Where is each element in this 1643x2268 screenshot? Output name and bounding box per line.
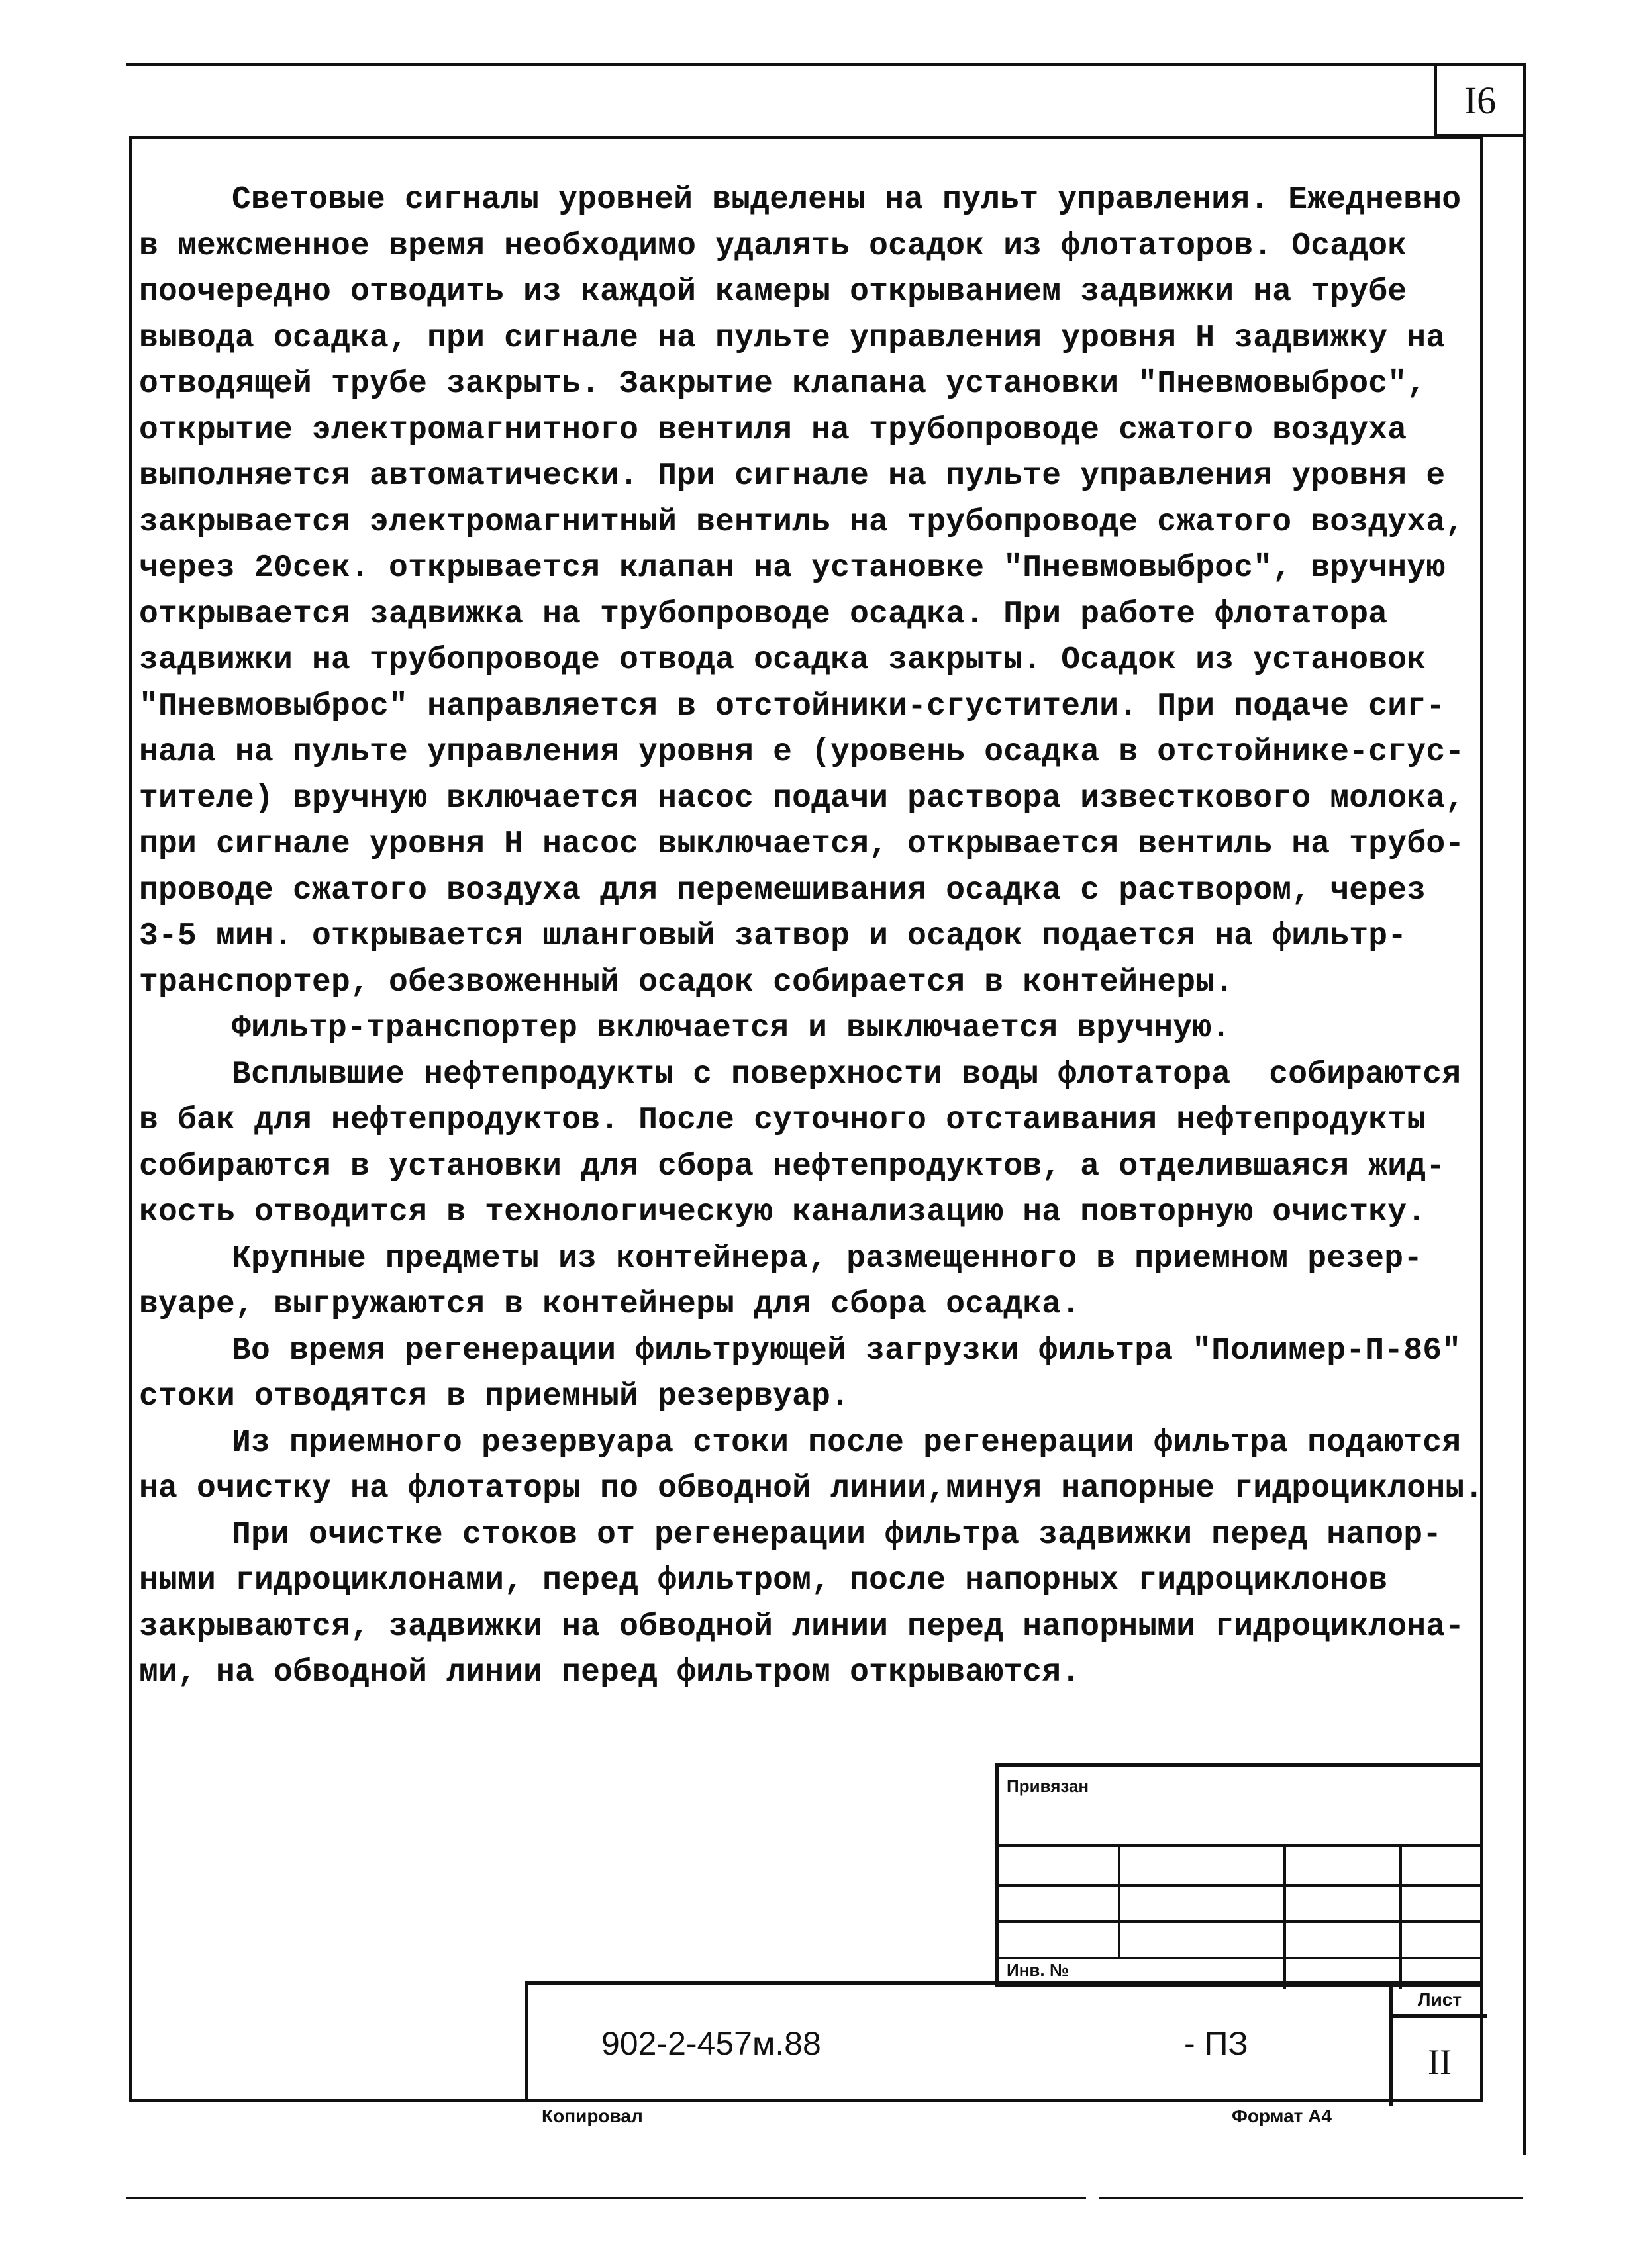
- text-line: Всплывшие нефтепродукты с поверхности воды флотатора собираются: [232, 1056, 1462, 1093]
- right-outer-rule: [1523, 63, 1526, 2155]
- text-line: закрываются, задвижки на обводной линии перед напорными гидроциклона-: [139, 1608, 1465, 1645]
- page-number: I6: [1434, 63, 1526, 137]
- table-rule: [1399, 1846, 1402, 1989]
- text-line: кость отводится в технологическую канализацию на повторную очистку.: [139, 1195, 1426, 1230]
- text-line: закрывается электромагнитный вентиль на трубопроводе сжатого воздуха,: [139, 504, 1465, 540]
- text-line: в бак для нефтепродуктов. После суточного отстаивания нефтепродукты: [139, 1103, 1426, 1138]
- text-line: Крупные предметы из контейнера, размещенного в приемном резер-: [232, 1240, 1423, 1277]
- text-line: задвижки на трубопроводе отвода осадка закрыты. Осадок из установок: [139, 642, 1426, 678]
- inventory-label: Инв. №: [1007, 1960, 1069, 1980]
- binding-table: [995, 1763, 1483, 1987]
- text-line: транспортер, обезвоженный осадок собирается в контейнеры.: [139, 964, 1234, 1001]
- bound-label: Привязан: [1007, 1776, 1089, 1796]
- sheet-number: II: [1428, 2042, 1452, 2082]
- text-line: ми, на обводной линии перед фильтром открываются.: [139, 1655, 1081, 1691]
- text-line: стоки отводятся в приемный резервуар.: [139, 1379, 850, 1414]
- text-line: собираются в установки для сбора нефтепродуктов, а отделившаяся жид-: [139, 1148, 1446, 1185]
- text-line: нала на пульте управления уровня е (уровень осадка в отстойнике-сгус-: [139, 734, 1465, 770]
- title-block: [525, 1981, 1483, 2102]
- text-line: в межсменное время необходимо удалять осадок из флотаторов. Осадок: [139, 228, 1407, 264]
- document-code: 902-2-457м.88: [601, 2025, 821, 2062]
- text-line: открытие электромагнитного вентиля на трубопроводе сжатого воздуха: [139, 412, 1407, 448]
- text-line: Во время регенерации фильтрующей загрузки фильтра "Полимер-П-86": [232, 1332, 1462, 1369]
- table-rule: [999, 1844, 1480, 1847]
- table-rule: [1118, 1846, 1120, 1959]
- text-line: Световые сигналы уровней выделены на пульт управления. Ежедневно: [232, 182, 1462, 218]
- text-line: тителе) вручную включается насос подачи раствора известкового молока,: [139, 780, 1465, 816]
- sheet-cell: [1389, 1985, 1487, 2106]
- text-line: Из приемного резервуара стоки после регенерации фильтра подаются: [232, 1424, 1462, 1461]
- bottom-rule: [126, 2197, 1086, 2199]
- text-line: проводе сжатого воздуха для перемешивания осадка с раствором, через: [139, 872, 1426, 909]
- text-line: выполняется автоматически. При сигнале на пульте управления уровня е: [139, 458, 1446, 494]
- copied-label: Копировал: [542, 2106, 643, 2126]
- text-line: вуаре, выгружаются в контейнеры для сбора осадка.: [139, 1287, 1081, 1322]
- text-line: через 20сек. открывается клапан на установке "Пневмовыброс", вручную: [139, 550, 1446, 586]
- table-rule: [999, 1884, 1480, 1887]
- text-line: на очистку на флотаторы по обводной линии,минуя напорные гидроциклоны.: [139, 1471, 1484, 1506]
- document-body: [139, 177, 1484, 1697]
- table-rule: [999, 1920, 1480, 1923]
- text-line: отводящей трубе закрыть. Закрытие клапана установки "Пневмовыброс",: [139, 366, 1426, 402]
- text-line: при сигнале уровня Н насос выключается, открывается вентиль на трубо-: [139, 826, 1465, 862]
- text-line: открывается задвижка на трубопроводе осадка. При работе флотатора: [139, 596, 1388, 632]
- text-line: вывода осадка, при сигнале на пульте управления уровня Н задвижку на: [139, 320, 1446, 356]
- document-suffix: - ПЗ: [1184, 2025, 1248, 2062]
- table-rule: [1283, 1846, 1286, 1989]
- text-line: ными гидроциклонами, перед фильтром, после напорных гидроциклонов: [139, 1563, 1388, 1599]
- text-line: 3-5 мин. открывается шланговый затвор и осадок подается на фильтр-: [139, 918, 1407, 954]
- sheet-label: Лист: [1393, 1985, 1487, 2018]
- bottom-rule: [1099, 2197, 1523, 2199]
- table-rule: [999, 1957, 1480, 1959]
- text-line: "Пневмовыброс" направляется в отстойники-сгустители. При подаче сиг-: [139, 688, 1446, 724]
- text-line: При очистке стоков от регенерации фильтра задвижки перед напор-: [232, 1516, 1442, 1553]
- format-label: Формат А4: [1232, 2106, 1332, 2126]
- text-line: поочередно отводить из каждой камеры открыванием задвижки на трубе: [139, 274, 1407, 310]
- top-rule: [126, 63, 1523, 66]
- text-line: Фильтр-транспортер включается и выключается вручную.: [232, 1011, 1231, 1046]
